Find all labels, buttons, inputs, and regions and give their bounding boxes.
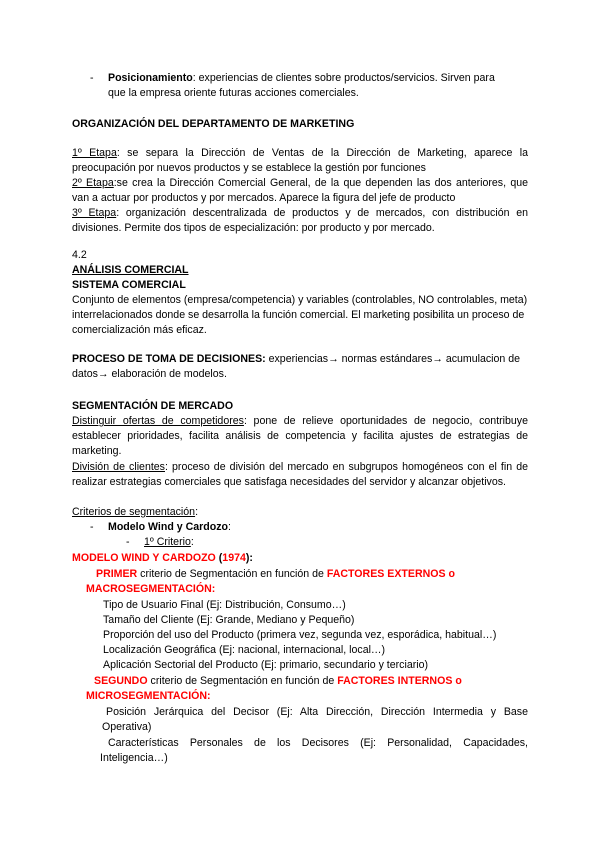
macro-line [86, 582, 528, 597]
posicionamiento-text-line2: que la empresa oriente futuras acciones comerciales. [108, 87, 359, 100]
modelo-bullet-text: Modelo Wind y Cardozo [108, 521, 228, 533]
list-item: Localización Geográfica (Ej: nacional, internacional, local…) [103, 644, 386, 656]
sistema-text: Conjunto de elementos (empresa/competencia) y variables (controlables, NO controlables, meta) interrelacionados donde se desarrolla la función comercial. El marketing posibilita un proceso de comercialización más eficaz. [72, 294, 528, 337]
list-item: Tamaño del Cliente (Ej: Grande, Mediano y Pequeño) [103, 614, 355, 626]
posicionamiento-text-line1: : experiencias de clientes sobre productos/servicios. Sirven para [192, 72, 495, 84]
primer-word: PRIMER [96, 568, 138, 580]
segundo-factores: FACTORES INTERNOS o [337, 675, 462, 687]
primer-paragraph [86, 567, 528, 582]
primer-text: criterio de Segmentación en función de [137, 568, 327, 580]
list-item: Posición Jerárquica del Decisor (Ej: Alta Dirección, Dirección Intermedia y Base Operativa) [102, 706, 528, 734]
division-paragraph [72, 460, 528, 490]
criterio-sub [144, 535, 528, 550]
modelo-title-name: MODELO WIND Y CARDOZO [72, 552, 216, 564]
criterios-colon: : [195, 506, 199, 518]
list-item: Tipo de Usuario Final (Ej: Distribución, Consumo…) [103, 599, 346, 611]
analisis-heading [72, 263, 528, 278]
etapa-2 [72, 176, 528, 206]
posicionamiento-term: Posicionamiento [108, 72, 193, 84]
list-item: Características Personales de los Decisores (Ej: Personalidad, Capacidades, Inteligencia…) [100, 737, 528, 765]
modelo-title-close: ): [245, 552, 253, 564]
list-item: Aplicación Sectorial del Producto (Ej: primario, secundario y terciario) [103, 659, 429, 671]
list-item: Proporción del uso del Producto (primera vez, segunda vez, esporádica, habitual…) [103, 629, 497, 641]
criterio-sub-colon: : [190, 536, 194, 548]
org-heading: ORGANIZACIÓN DEL DEPARTAMENTO DE MARKETING [72, 118, 355, 130]
modelo-dash: - [90, 521, 94, 533]
section-number: 4.2 [72, 249, 87, 261]
bullet-dash: - [90, 72, 94, 84]
etapa-3-text: : organización descentralizada de productos y de mercados, con distribución en divisiones. Permite dos tipos de especialización: por producto y por mercado. [72, 207, 528, 235]
division-label: División de clientes [72, 461, 165, 473]
primer-factores: FACTORES EXTERNOS o [326, 568, 455, 580]
modelo-bullet-colon: : [227, 521, 231, 533]
micro-line [86, 689, 528, 704]
proceso-heading: PROCESO DE TOMA DE DECISIONES: [72, 353, 266, 365]
proceso-paragraph [72, 352, 528, 382]
macro-label: MACROSEGMENTACIÓN: [86, 583, 216, 595]
division-text: : proceso de división del mercado en subgrupos homogéneos con el fin de realizar estrategias comerciales que satisfaga necesidades del servidor y alcanzar objetivos. [72, 461, 528, 489]
segundo-text: criterio de Segmentación en función de [147, 675, 338, 687]
etapa-1 [72, 146, 528, 176]
proceso-text: experiencias→ normas estándares→ acumulacion de datos→ elaboración de modelos. [72, 353, 521, 381]
micro-label: MICROSEGMENTACIÓN: [86, 690, 211, 702]
etapa-2-text: :se crea la Dirección Comercial General, de la que dependen las dos anteriores, que van a actuar por productos y por mercados. Aparece la figura del jefe de producto [72, 177, 529, 205]
etapa-1-label: 1º Etapa [72, 147, 117, 159]
modelo-title-open: ( [215, 552, 223, 564]
modelo-title [72, 551, 528, 566]
modelo-title-year: 1974 [222, 552, 246, 564]
segundo-paragraph [86, 674, 528, 689]
etapa-3 [72, 206, 528, 236]
segmentacion-heading: SEGMENTACIÓN DE MERCADO [72, 400, 234, 412]
analisis-heading-text: ANÁLISIS COMERCIAL [72, 264, 189, 276]
etapa-2-label: 2º Etapa [72, 177, 114, 189]
criterios-label: Criterios de segmentación [72, 506, 196, 518]
distinguir-paragraph [72, 414, 528, 460]
distinguir-label: Distinguir ofertas de competidores [72, 415, 244, 427]
posicionamiento-item [108, 71, 528, 101]
criterios-line [72, 505, 528, 520]
criterio-dash: - [126, 536, 130, 548]
distinguir-text: : pone de relieve oportunidades de negocio, contribuye establecer prioridades, facilita análisis de competencia y facilita ajustes de estrategias de marketing. [72, 415, 528, 458]
criterio-sub-text: 1º Criterio [144, 536, 191, 548]
segundo-word: SEGUNDO [94, 675, 148, 687]
etapa-3-label: 3º Etapa [72, 207, 117, 219]
modelo-bullet [108, 520, 528, 535]
etapa-1-text: : se separa la Dirección de Ventas de la Dirección de Marketing, aparece la preocupación por nuevos productos y se establece la gestión por funciones [72, 147, 528, 175]
sistema-heading: SISTEMA COMERCIAL [72, 279, 186, 291]
